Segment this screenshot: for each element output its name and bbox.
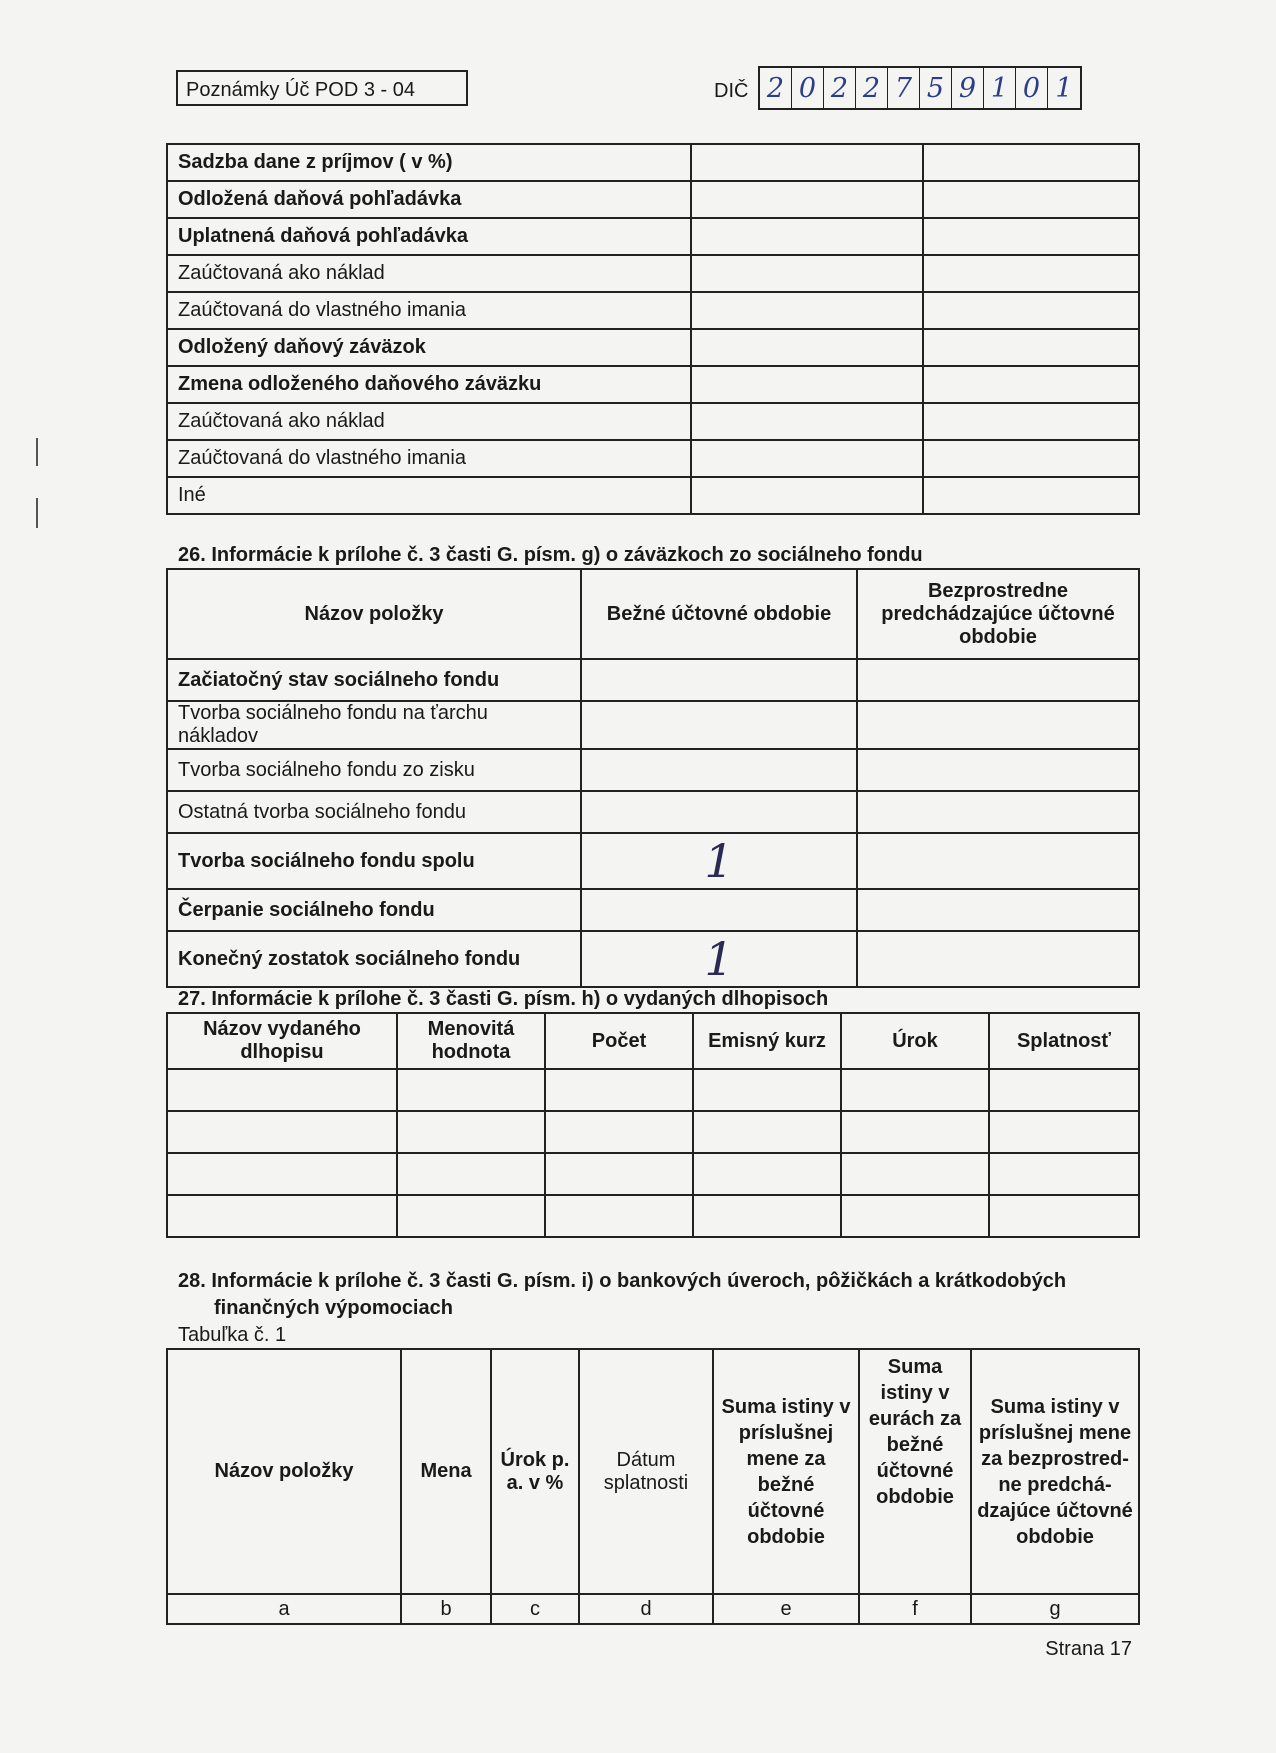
row-label: Tvorba sociálneho fondu spolu bbox=[167, 833, 581, 889]
section-26-title: 26. Informácie k prílohe č. 3 časti G. písm. g) o záväzkoch zo sociálneho fondu bbox=[178, 544, 923, 566]
table-row bbox=[167, 440, 1139, 477]
table-cell bbox=[167, 1153, 397, 1195]
table-cell bbox=[545, 1069, 693, 1111]
loan-col-item: Názov položky bbox=[167, 1349, 401, 1594]
loan-col-principal-previous: Suma istiny v príslušnej mene za bezprostred-ne predchá-dzajúce účtovné obdobie bbox=[971, 1349, 1139, 1594]
value-cell bbox=[691, 181, 923, 218]
table-cell bbox=[167, 1069, 397, 1111]
social-fund-table bbox=[166, 568, 1140, 988]
row-label: Odložená daňová pohľadávka bbox=[167, 181, 691, 218]
table-cell bbox=[693, 1195, 841, 1237]
dic-digit: 2 bbox=[856, 68, 888, 108]
dic-digit: 9 bbox=[952, 68, 984, 108]
column-letters-row bbox=[167, 1594, 1139, 1624]
value-cell bbox=[691, 144, 923, 181]
dic-field bbox=[758, 66, 1082, 110]
page-number: Strana 17 bbox=[1045, 1638, 1132, 1660]
row-label: Iné bbox=[167, 477, 691, 514]
bond-col-maturity: Splatnosť bbox=[989, 1013, 1139, 1069]
col-item-header: Názov položky bbox=[167, 569, 581, 659]
row-label: Uplatnená daňová pohľadávka bbox=[167, 218, 691, 255]
value-cell bbox=[691, 366, 923, 403]
table-cell bbox=[167, 1195, 397, 1237]
section-28-title bbox=[178, 1270, 1128, 1320]
bond-col-count: Počet bbox=[545, 1013, 693, 1069]
bond-col-rate: Emisný kurz bbox=[693, 1013, 841, 1069]
bond-col-interest: Úrok bbox=[841, 1013, 989, 1069]
current-period-value bbox=[581, 701, 857, 749]
row-label: Zaúčtovaná ako náklad bbox=[167, 403, 691, 440]
scan-edge-mark bbox=[36, 438, 38, 466]
section-28-title-line2: finančných výpomociach bbox=[214, 1297, 453, 1319]
row-label: Odložený daňový záväzok bbox=[167, 329, 691, 366]
table-row bbox=[167, 889, 1139, 931]
dic-digit: 0 bbox=[1016, 68, 1048, 108]
col-current-header: Bežné účtovné obdobie bbox=[581, 569, 857, 659]
previous-period-value bbox=[857, 931, 1139, 987]
value-cell bbox=[923, 218, 1139, 255]
table-row bbox=[167, 1111, 1139, 1153]
table-row bbox=[167, 1069, 1139, 1111]
table-cell bbox=[693, 1111, 841, 1153]
table-row bbox=[167, 181, 1139, 218]
dic-digit: 1 bbox=[1055, 73, 1073, 104]
table-cell bbox=[167, 1111, 397, 1153]
table-cell bbox=[397, 1195, 545, 1237]
table-row bbox=[167, 659, 1139, 701]
deferred-tax-table bbox=[166, 143, 1140, 515]
row-label: Tvorba sociálneho fondu zo zisku bbox=[167, 749, 581, 791]
table-row bbox=[167, 701, 1139, 749]
value-cell bbox=[691, 440, 923, 477]
table-cell bbox=[841, 1195, 989, 1237]
value-cell bbox=[923, 366, 1139, 403]
row-label: Ostatná tvorba sociálneho fondu bbox=[167, 791, 581, 833]
loan-col-principal-eur: Suma istiny v eurách za bežné účtovné obdobie bbox=[859, 1349, 971, 1594]
col-letter: c bbox=[491, 1594, 579, 1624]
value-cell bbox=[923, 181, 1139, 218]
scan-edge-mark bbox=[36, 498, 38, 528]
table-cell bbox=[397, 1111, 545, 1153]
current-period-value bbox=[581, 749, 857, 791]
dic-digit: 0 bbox=[792, 68, 824, 108]
table-row bbox=[167, 477, 1139, 514]
previous-period-value bbox=[857, 701, 1139, 749]
previous-period-value bbox=[857, 833, 1139, 889]
loans-table bbox=[166, 1348, 1140, 1625]
row-label: Čerpanie sociálneho fondu bbox=[167, 889, 581, 931]
value-cell bbox=[691, 329, 923, 366]
table-row bbox=[167, 403, 1139, 440]
table-row bbox=[167, 833, 1139, 889]
dic-digit: 2 bbox=[760, 68, 792, 108]
bond-col-nominal: Menovitá hodnota bbox=[397, 1013, 545, 1069]
dic-digit: 1 bbox=[984, 68, 1016, 108]
table-cell bbox=[545, 1195, 693, 1237]
table-label: Tabuľka č. 1 bbox=[178, 1324, 287, 1346]
current-period-value: 1 bbox=[581, 833, 857, 889]
current-period-value bbox=[581, 659, 857, 701]
previous-period-value bbox=[857, 749, 1139, 791]
col-previous-header: Bezprostredne predchádzajúce účtovné obdobie bbox=[857, 569, 1139, 659]
loan-col-maturity: Dátum splatnosti bbox=[579, 1349, 713, 1594]
value-cell bbox=[923, 144, 1139, 181]
value-cell bbox=[923, 477, 1139, 514]
row-label: Sadzba dane z príjmov ( v %) bbox=[167, 144, 691, 181]
form-label: Poznámky Úč POD 3 - 04 bbox=[186, 79, 415, 101]
value-cell bbox=[923, 292, 1139, 329]
value-cell bbox=[691, 218, 923, 255]
table-row bbox=[167, 329, 1139, 366]
form-label-box bbox=[176, 70, 468, 106]
table-row bbox=[167, 931, 1139, 987]
current-period-value bbox=[581, 889, 857, 931]
table-row bbox=[167, 791, 1139, 833]
value-cell bbox=[923, 255, 1139, 292]
row-label: Konečný zostatok sociálneho fondu bbox=[167, 931, 581, 987]
table-cell bbox=[545, 1153, 693, 1195]
col-letter: a bbox=[167, 1594, 401, 1624]
value-cell bbox=[923, 403, 1139, 440]
table-cell bbox=[397, 1153, 545, 1195]
value-cell bbox=[691, 292, 923, 329]
table-cell bbox=[397, 1069, 545, 1111]
col-letter: b bbox=[401, 1594, 491, 1624]
col-letter: f bbox=[859, 1594, 971, 1624]
row-label: Zaúčtovaná ako náklad bbox=[167, 255, 691, 292]
table-row bbox=[167, 292, 1139, 329]
table-cell bbox=[841, 1111, 989, 1153]
col-letter: d bbox=[579, 1594, 713, 1624]
table-cell bbox=[989, 1195, 1139, 1237]
bonds-table bbox=[166, 1012, 1140, 1238]
row-label: Začiatočný stav sociálneho fondu bbox=[167, 659, 581, 701]
current-period-value bbox=[581, 791, 857, 833]
table-cell bbox=[841, 1069, 989, 1111]
table-row bbox=[167, 749, 1139, 791]
current-period-value: 1 bbox=[581, 931, 857, 987]
table-row bbox=[167, 1153, 1139, 1195]
value-cell bbox=[691, 477, 923, 514]
table-row bbox=[167, 1195, 1139, 1237]
row-label: Zaúčtovaná do vlastného imania bbox=[167, 292, 691, 329]
row-label: Tvorba sociálneho fondu na ťarchu nákladov bbox=[167, 701, 581, 749]
value-cell bbox=[923, 329, 1139, 366]
table-cell bbox=[693, 1153, 841, 1195]
bond-col-name: Názov vydaného dlhopisu bbox=[167, 1013, 397, 1069]
row-label: Zmena odloženého daňového záväzku bbox=[167, 366, 691, 403]
dic-label: DIČ bbox=[714, 80, 749, 102]
table-cell bbox=[841, 1153, 989, 1195]
table-row bbox=[167, 218, 1139, 255]
value-cell bbox=[923, 440, 1139, 477]
table-cell bbox=[989, 1111, 1139, 1153]
table-cell bbox=[989, 1153, 1139, 1195]
section-27-title: 27. Informácie k prílohe č. 3 časti G. písm. h) o vydaných dlhopisoch bbox=[178, 988, 829, 1010]
previous-period-value bbox=[857, 659, 1139, 701]
loan-col-principal-current: Suma istiny v príslušnej mene za bežné účtovné obdobie bbox=[713, 1349, 859, 1594]
table-row bbox=[167, 255, 1139, 292]
dic-digit: 7 bbox=[888, 68, 920, 108]
value-cell bbox=[691, 255, 923, 292]
table-cell bbox=[545, 1111, 693, 1153]
table-cell bbox=[693, 1069, 841, 1111]
col-letter: g bbox=[971, 1594, 1139, 1624]
dic-digit: 5 bbox=[920, 68, 952, 108]
loan-col-interest: Úrok p. a. v % bbox=[491, 1349, 579, 1594]
section-28-title-line1: 28. Informácie k prílohe č. 3 časti G. písm. i) o bankových úveroch, pôžičkách a krátkodobých bbox=[178, 1270, 1067, 1292]
dic-digit: 2 bbox=[824, 68, 856, 108]
row-label: Zaúčtovaná do vlastného imania bbox=[167, 440, 691, 477]
col-letter: e bbox=[713, 1594, 859, 1624]
value-cell bbox=[691, 403, 923, 440]
previous-period-value bbox=[857, 889, 1139, 931]
table-cell bbox=[989, 1069, 1139, 1111]
table-row bbox=[167, 366, 1139, 403]
loan-col-currency: Mena bbox=[401, 1349, 491, 1594]
previous-period-value bbox=[857, 791, 1139, 833]
table-row bbox=[167, 144, 1139, 181]
